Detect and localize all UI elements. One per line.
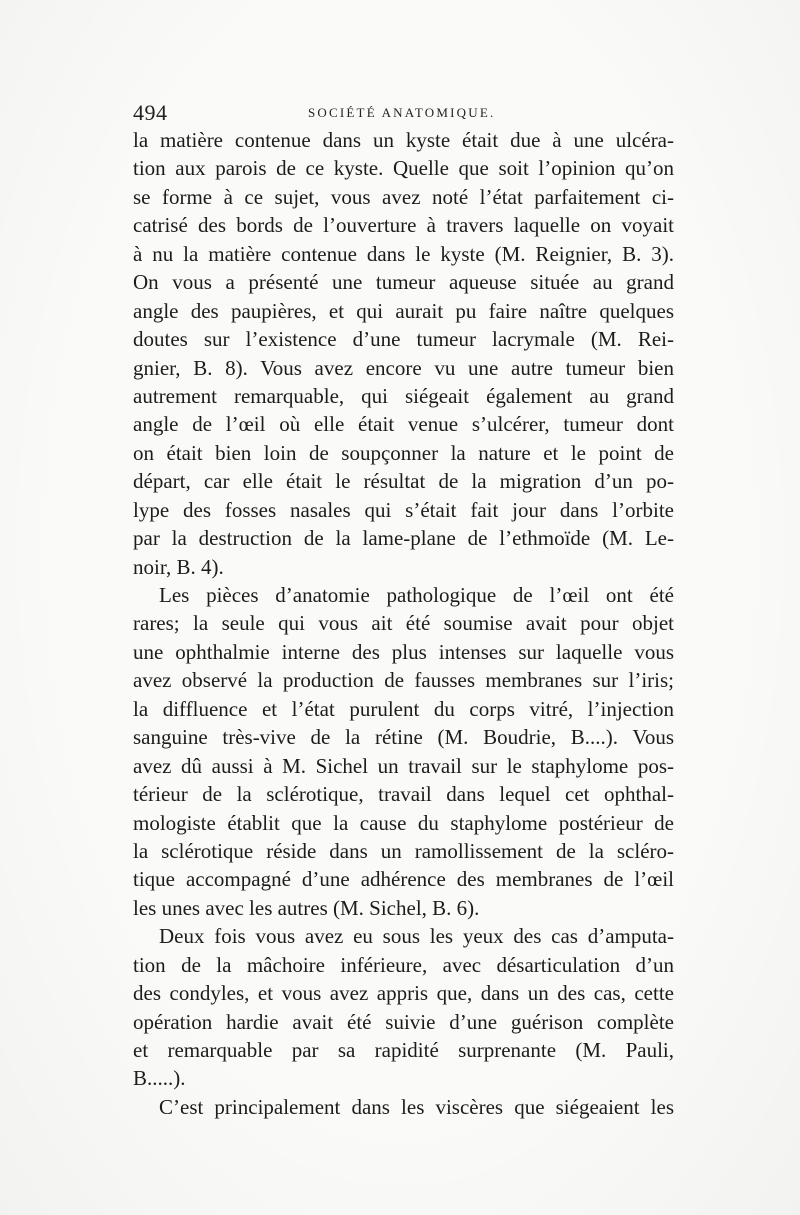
- paragraph-end-line: les unes avec les autres (M. Sichel, B. 6).: [133, 895, 480, 920]
- page-number: 494: [133, 100, 168, 125]
- text-line: sanguine très-vive de la rétine (M. Boudrie, B....). Vous: [133, 725, 674, 750]
- paragraph-end-line: B.....).: [133, 1066, 186, 1091]
- running-head: SOCIÉTÉ ANATOMIQUE.: [308, 105, 496, 120]
- text-line: doutes sur l’existence d’une tumeur lacrymale (M. Rei-: [133, 327, 674, 352]
- text-line: avez dû aussi à M. Sichel un travail sur le staphylome pos-: [133, 753, 674, 778]
- text-line: la diffluence et l’état purulent du corps vitré, l’injection: [133, 696, 674, 721]
- text-line: tion aux parois de ce kyste. Quelle que soit l’opinion qu’on: [133, 156, 674, 181]
- body-text: [133, 126, 674, 1121]
- paragraph-end-line: noir, B. 4).: [133, 554, 224, 579]
- text-line: une ophthalmie interne des plus intenses sur laquelle vous: [133, 639, 674, 664]
- text-line: tion de la mâchoire inférieure, avec désarticulation d’un: [133, 952, 674, 977]
- text-line: On vous a présenté une tumeur aqueuse située au grand: [133, 270, 674, 295]
- text-line: autrement remarquable, qui siégeait également au grand: [133, 383, 674, 408]
- text-line: catrisé des bords de l’ouverture à travers laquelle on voyait: [133, 213, 674, 238]
- paragraph-start-line: Les pièces d’anatomie pathologique de l’œil ont été: [159, 583, 674, 607]
- page-header: [133, 100, 673, 126]
- text-line: départ, car elle était le résultat de la migration d’un po-: [133, 469, 674, 494]
- text-line: la sclérotique réside dans un ramollissement de la scléro-: [133, 838, 674, 863]
- text-line: par la destruction de la lame-plane de l’ethmoïde (M. Le-: [133, 526, 674, 551]
- text-line: des condyles, et vous avez appris que, dans un des cas, cette: [133, 981, 674, 1006]
- text-line: térieur de la sclérotique, travail dans lequel cet ophthal-: [133, 782, 674, 807]
- text-line: mologiste établit que la cause du staphylome postérieur de: [133, 810, 674, 835]
- text-line: se forme à ce sujet, vous avez noté l’état parfaitement ci-: [133, 184, 674, 209]
- text-line: on était bien loin de soupçonner la nature et le point de: [133, 440, 674, 465]
- text-line: et remarquable par sa rapidité surprenante (M. Pauli,: [133, 1038, 674, 1062]
- paragraph-start-line: Deux fois vous avez eu sous les yeux des cas d’amputa-: [159, 924, 674, 949]
- text-line: opération hardie avait été suivie d’une guérison complète: [133, 1009, 674, 1034]
- text-line: la matière contenue dans un kyste était due à une ulcéra-: [133, 128, 674, 152]
- text-line: gnier, B. 8). Vous avez encore vu une autre tumeur bien: [133, 355, 674, 380]
- paragraph-start-line: C’est principalement dans les viscères que siégeaient les: [159, 1094, 674, 1119]
- text-line: lype des fosses nasales qui s’était fait jour dans l’orbite: [133, 497, 674, 522]
- text-line: angle des paupières, et qui aurait pu faire naître quelques: [133, 298, 674, 323]
- text-line: avez observé la production de fausses membranes sur l’iris;: [133, 668, 674, 693]
- text-line: rares; la seule qui vous ait été soumise avait pour objet: [133, 611, 674, 636]
- text-line: tique accompagné d’une adhérence des membranes de l’œil: [133, 867, 674, 892]
- text-line: à nu la matière contenue dans le kyste (M. Reignier, B. 3).: [133, 241, 674, 266]
- text-line: angle de l’œil où elle était venue s’ulcérer, tumeur dont: [133, 412, 674, 437]
